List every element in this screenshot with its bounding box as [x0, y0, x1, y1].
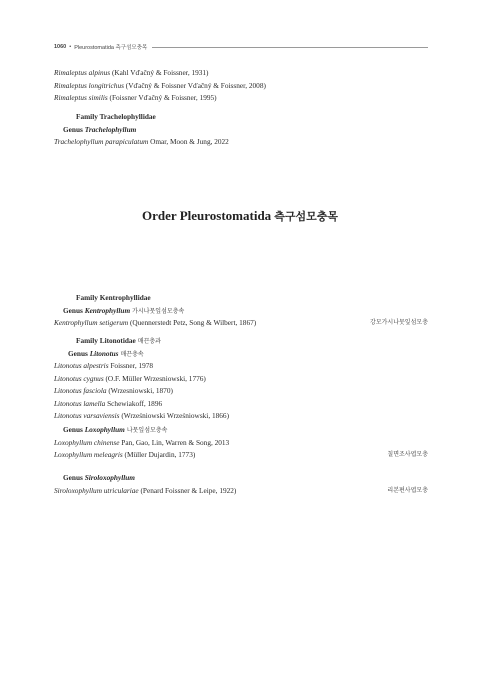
species-name: Rimaleptus longitrichus: [54, 80, 124, 90]
species-name: Loxophyllum chinense: [54, 437, 120, 447]
species-name: Litonotus alpestris: [54, 361, 109, 370]
family-kentrophyllidae: [54, 292, 432, 330]
species-entry: [54, 67, 432, 80]
genus-heading: [54, 424, 432, 437]
family-litonotidae: [54, 335, 432, 423]
page-number: 1060: [54, 44, 67, 50]
genus-name: Siroloxophyllum: [84, 473, 135, 482]
species-entry: [54, 485, 432, 498]
order-name: Order Pleurostomatida: [142, 208, 272, 223]
species-entry: [54, 80, 432, 93]
genus-prefix: Genus: [63, 124, 85, 134]
genus-name: Trachelophyllum: [84, 124, 137, 134]
genus-heading: [54, 472, 432, 485]
genus-korean-name: 매끈충속: [120, 350, 144, 358]
species-name: Kentrophyllum setigerum: [54, 318, 129, 327]
genus-korean-name: 나뭇잎섬모충속: [126, 427, 168, 434]
species-name: Rimaleptus alpinus: [54, 68, 111, 77]
species-name: Siroloxophyllum utriculariae: [54, 485, 139, 495]
species-author: (Vďačný & Foissner Vďačný & Foissner, 2008): [125, 80, 266, 90]
species-author: Schewiakoff, 1896: [107, 398, 163, 408]
species-entry: [54, 136, 432, 149]
family-heading: [54, 292, 432, 305]
species-entry: [54, 410, 432, 423]
species-entry: [54, 449, 432, 462]
species-entry: [54, 385, 432, 398]
species-name: Litonotus fasciola: [54, 386, 107, 395]
species-name: Litonotus cygnus: [54, 373, 104, 383]
genus-prefix: Genus: [68, 348, 90, 358]
species-name: Rimaleptus similis: [54, 93, 108, 102]
species-name: Litonotus varsaviensis: [54, 411, 120, 420]
genus-heading: [54, 348, 432, 361]
genus-siroloxophyllum: [54, 472, 432, 497]
family-heading: [54, 111, 432, 124]
genus-name: Kentrophyllum: [84, 305, 131, 315]
running-header: [54, 41, 428, 53]
genus-name: Loxophyllum: [84, 425, 125, 434]
family-name: Family Trachelophyllidae: [76, 112, 156, 121]
family-name: Family Kentrophyllidae: [76, 293, 151, 302]
order-korean-name: 측구섬모충목: [274, 210, 338, 223]
genus-korean-name: 가시나뭇잎섬모충속: [132, 307, 185, 315]
running-title: Pleurostomatida 측구섬모충목: [74, 45, 148, 51]
species-author: (Wrzesniowski, 1870): [108, 386, 173, 395]
species-author: (O.F. Müller Wrzesniowski, 1776): [105, 373, 206, 383]
species-korean-name: 칠면조사엽모충: [387, 451, 428, 458]
species-name: Litonotus lamella: [54, 398, 106, 408]
genus-heading: [54, 305, 432, 318]
genus-prefix: Genus: [63, 473, 85, 482]
genus-name: Litonotus: [89, 348, 119, 358]
genus-heading: [54, 124, 432, 137]
genus-loxophyllum: [54, 424, 432, 462]
header-rule: [152, 47, 428, 48]
top-species-list: [54, 67, 432, 105]
species-author: Omar, Moon & Jung, 2022: [150, 137, 229, 146]
species-author: (Kahl Vďačný & Foissner, 1931): [111, 68, 209, 77]
family-name: Family Litonotidae: [76, 336, 136, 345]
order-title: [0, 208, 480, 224]
species-korean-name: 강모가시나뭇잎섬모충: [370, 319, 428, 326]
species-entry: [54, 360, 432, 373]
genus-prefix: Genus: [63, 305, 85, 315]
species-author: (Penard Foissner & Leipe, 1922): [140, 485, 237, 495]
species-name: Trachelophyllum parapiculatum: [54, 137, 149, 146]
family-heading: [54, 335, 432, 348]
species-author: (Wrześniowski Wrześniowski, 1866): [121, 411, 230, 420]
species-author: (Foissner Vďačný & Foissner, 1995): [109, 93, 217, 102]
species-korean-name: 리본편사엽모충: [387, 486, 428, 494]
species-entry: [54, 437, 432, 450]
species-name: Loxophyllum meleagris: [54, 450, 123, 459]
species-entry: [54, 398, 432, 411]
family-trachelophyllidae: [54, 111, 432, 149]
species-author: (Quennerstedt Petz, Song & Wilbert, 1867): [129, 318, 257, 327]
species-entry: [54, 317, 432, 330]
species-author: (Müller Dujardin, 1773): [124, 450, 196, 459]
species-entry: [54, 92, 432, 105]
species-entry: [54, 373, 432, 386]
header-separator: •: [69, 44, 72, 50]
species-author: Foissner, 1978: [110, 361, 154, 370]
species-author: Pan, Gao, Lin, Warren & Song, 2013: [121, 437, 230, 447]
genus-prefix: Genus: [63, 425, 85, 434]
family-korean-name: 매끈충과: [137, 338, 161, 345]
